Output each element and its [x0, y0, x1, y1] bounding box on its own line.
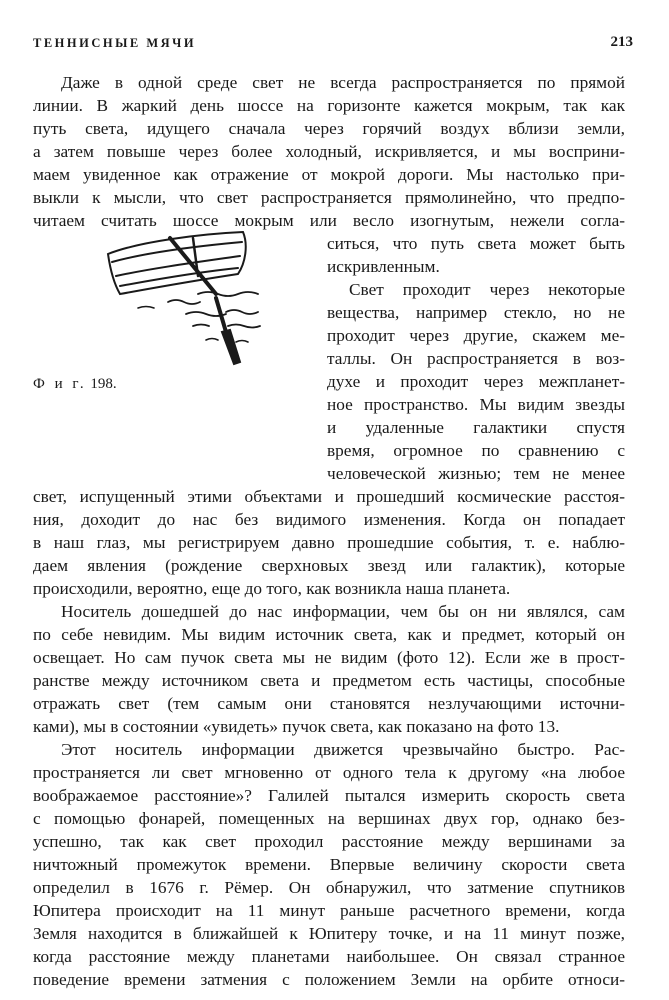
water-ripple	[138, 307, 154, 309]
text-line: Носитель дошедшей до нас информации, чем бы он ни являлся, сам	[61, 602, 625, 621]
text-line: отражать свет (тем самым они становятся незлучающими источни-	[33, 694, 625, 713]
text-line: поведение времени затмения с положением Земли на орбите относи-	[33, 970, 625, 989]
water-ripple	[206, 339, 218, 341]
text-line: путь света, идущего сначала через горячий воздух вблизи земли,	[33, 119, 625, 138]
text-line: с помощью фонарей, помещенных на вершинах двух гор, однако без-	[33, 809, 625, 828]
boat-plank	[116, 256, 240, 276]
text-line: линии. В жаркий день шоссе на горизонте кажется мокрым, так как	[33, 96, 625, 115]
text-line: а затем повыше через более холодный, искривляется, и мы восприни-	[33, 142, 625, 161]
figure-caption	[33, 374, 117, 394]
text-line: определил в 1676 г. Рёмер. Он обнаружил, что затмение спутников	[33, 878, 625, 897]
text-line: освещает. Но сам пучок света мы не видим (фото 12). Если же в прост-	[33, 648, 625, 667]
text-line: ния, доходит до нас без видимого изменения. Когда он попадает	[33, 510, 625, 529]
text-line: свет, испущенный этими объектами и прошедший космические расстоя-	[33, 487, 625, 506]
water-ripple	[228, 325, 260, 328]
text-line: Этот носитель информации движется чрезвычайно быстро. Рас-	[61, 740, 625, 759]
text-line: вещества, например стекло, но не	[327, 303, 625, 322]
water-ripple	[198, 292, 258, 296]
text-line: ками), мы в состоянии «увидеть» пучок света, как показано на фото 13.	[33, 717, 560, 736]
text-line: Даже в одной среде свет не всегда распространяется по прямой	[61, 73, 625, 92]
running-header	[33, 36, 633, 58]
water-ripple	[226, 310, 258, 314]
text-line: происходили, вероятно, еще до того, как возникла наша планета.	[33, 579, 511, 598]
text-line: воображаемое расстояние»? Галилей пытался измерить скорость света	[33, 786, 625, 805]
water-ripple	[168, 300, 200, 304]
text-line: успешно, так как свет проходил расстояние между вершинами за	[33, 832, 625, 851]
water-ripple	[236, 341, 248, 343]
text-line: проходит через другие, скажем ме-	[327, 326, 625, 345]
text-line: даем явления (рождение сверхновых звезд или галактик), которые	[33, 556, 625, 575]
text-line: по себе невидим. Мы видим источник света, как и предмет, который он	[33, 625, 625, 644]
text-line: когда расстояние между планетами наибольшее. Он связал странное	[33, 947, 625, 966]
text-line: Свет проходит через некоторые	[349, 280, 625, 299]
text-line: и удаленные галактики спустя	[327, 418, 625, 437]
text-line: ное пространство. Мы видим звезды	[327, 395, 625, 414]
text-line: Земля находится в ближайшей к Юпитеру точке, и на 11 минут позже,	[33, 924, 625, 943]
text-line: выкли к мысли, что свет распространяется прямолинейно, что предпо-	[33, 188, 625, 207]
page-number: 213	[610, 34, 633, 50]
oar-blade	[222, 330, 240, 364]
boat-oar-illustration	[98, 224, 273, 372]
figure-caption-label: Ф и г.	[33, 376, 87, 392]
text-line: в наш глаз, мы регистрируем давно прошедшие события, т. е. наблю-	[33, 533, 625, 552]
text-line: Юпитера происходит на 11 минут раньше расчетного времени, когда	[33, 901, 625, 920]
text-line: пространяется ли свет мгновенно от одного тела к другому «на любое	[33, 763, 625, 782]
text-line: читаем считать шоссе мокрым или весло изогнутым, нежели согла-	[33, 211, 625, 230]
figure-caption-number: 198.	[90, 376, 117, 392]
running-title: ТЕННИСНЫЕ МЯЧИ	[33, 36, 197, 50]
water-ripple	[193, 325, 209, 327]
text-line: время, огромное по сравнению с	[327, 441, 625, 460]
text-line: ничтожный промежуток времени. Впервые величину скорости света	[33, 855, 625, 874]
text-line: маем увиденное как отражение от мокрой дороги. Мы настолько при-	[33, 165, 625, 184]
text-line: ситься, что путь света может быть	[327, 234, 625, 253]
text-line: человеческой жизнью; тем не менее	[327, 464, 625, 483]
text-line: духе и проходит через межпланет-	[327, 372, 625, 391]
text-line: ранстве между источником света и предметом есть частицы, способные	[33, 671, 625, 690]
text-line: таллы. Он распространяется в воз-	[327, 349, 625, 368]
text-line: искривленным.	[327, 257, 440, 276]
